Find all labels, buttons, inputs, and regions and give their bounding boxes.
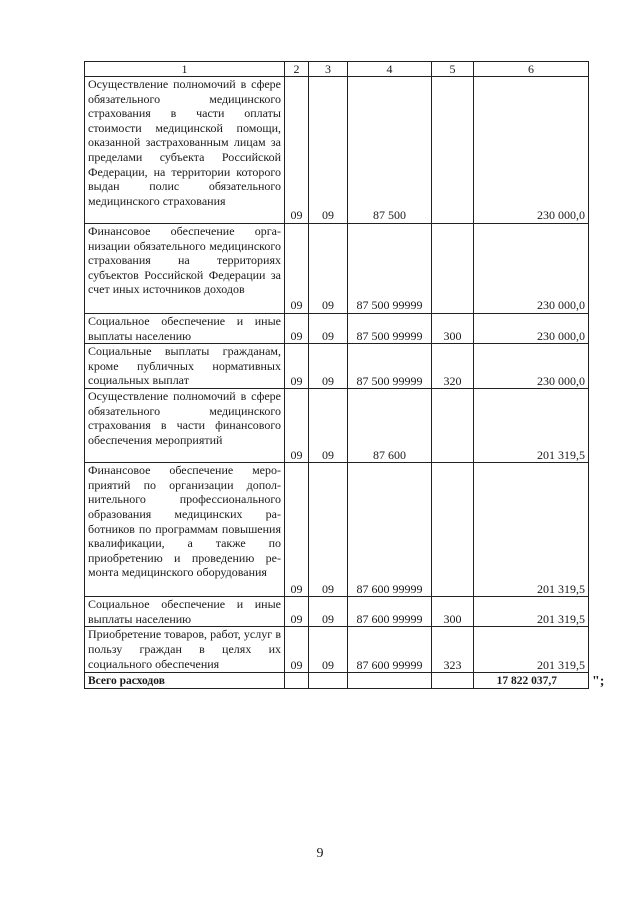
target-article-code: 87 600 99999	[348, 597, 432, 627]
target-article-code: 87 600	[348, 389, 432, 463]
target-article-code: 87 500 99999	[348, 344, 432, 389]
header-cell: 3	[309, 62, 348, 77]
expense-type-code	[432, 463, 474, 597]
amount: 201 319,5	[474, 463, 589, 597]
header-cell: 5	[432, 62, 474, 77]
empty-cell	[348, 673, 432, 689]
expense-name: Финансовое обеспечение организации обязательного медицинского страхования на территориях субъектов Российской Федерации за счет иных источников доходов	[85, 224, 285, 314]
subsection-code: 09	[309, 463, 348, 597]
section-code: 09	[285, 224, 309, 314]
expense-name: Осуществление полномочий в сфере обязательного медицинского страхования в части оплаты стоимости медицинской помощи, оказанной застрахованным лицам за пределами субъекта Российской Федерации, на территории которого выдан полис обязательного медицинского страхования	[85, 77, 285, 224]
target-article-code: 87 500 99999	[348, 224, 432, 314]
page-number: 9	[316, 846, 324, 861]
subsection-code: 09	[309, 627, 348, 673]
expense-type-code	[432, 224, 474, 314]
amount: 230 000,0	[474, 224, 589, 314]
table-row	[85, 597, 589, 627]
amount: 230 000,0	[474, 77, 589, 224]
header-cell: 2	[285, 62, 309, 77]
table-row	[85, 389, 589, 463]
total-amount: 17 822 037,7	[474, 673, 589, 689]
expense-name: Социальное обеспечение и иные выплаты населению	[85, 314, 285, 344]
subsection-code: 09	[309, 389, 348, 463]
table-row	[85, 224, 589, 314]
header-cell: 6	[474, 62, 589, 77]
expense-type-code	[432, 389, 474, 463]
amount: 201 319,5	[474, 627, 589, 673]
target-article-code: 87 500	[348, 77, 432, 224]
section-code: 09	[285, 344, 309, 389]
expense-type-code: 323	[432, 627, 474, 673]
subsection-code: 09	[309, 344, 348, 389]
section-code: 09	[285, 597, 309, 627]
target-article-code: 87 600 99999	[348, 627, 432, 673]
subsection-code: 09	[309, 597, 348, 627]
expense-name: Осуществление полномочий в сфере обязательного медицинского страхования в части финансового обеспечения мероприятий	[85, 389, 285, 463]
table-row	[85, 627, 589, 673]
expense-name: Социальное обеспечение и иные выплаты населению	[85, 597, 285, 627]
closing-quote-mark: ";	[592, 674, 605, 689]
expense-type-code: 320	[432, 344, 474, 389]
expense-name: Финансовое обеспечение мероприятий по организации дополнительного профессионального образования медицинских работников по программам повышения квалификации, а также по приобретению и проведению ремонта медицинского оборудования	[85, 463, 285, 597]
section-code: 09	[285, 314, 309, 344]
empty-cell	[285, 673, 309, 689]
total-label: Всего расходов	[85, 673, 285, 689]
table-row	[85, 463, 589, 597]
empty-cell	[309, 673, 348, 689]
section-code: 09	[285, 627, 309, 673]
empty-cell	[432, 673, 474, 689]
expense-type-code: 300	[432, 314, 474, 344]
budget-table	[84, 61, 589, 689]
header-cell: 1	[85, 62, 285, 77]
total-row	[85, 673, 589, 689]
subsection-code: 09	[309, 314, 348, 344]
expense-type-code: 300	[432, 597, 474, 627]
target-article-code: 87 500 99999	[348, 314, 432, 344]
amount: 230 000,0	[474, 344, 589, 389]
section-code: 09	[285, 463, 309, 597]
amount: 201 319,5	[474, 597, 589, 627]
section-code: 09	[285, 77, 309, 224]
expense-type-code	[432, 77, 474, 224]
table-row	[85, 344, 589, 389]
subsection-code: 09	[309, 224, 348, 314]
amount: 201 319,5	[474, 389, 589, 463]
subsection-code: 09	[309, 77, 348, 224]
target-article-code: 87 600 99999	[348, 463, 432, 597]
table-row	[85, 77, 589, 224]
table-row	[85, 314, 589, 344]
header-cell: 4	[348, 62, 432, 77]
table-header-row	[85, 62, 589, 77]
amount: 230 000,0	[474, 314, 589, 344]
expense-name: Социальные выплаты гражданам, кроме публичных нормативных социальных выплат	[85, 344, 285, 389]
section-code: 09	[285, 389, 309, 463]
expense-name: Приобретение товаров, работ, услуг в пользу граждан в целях их социального обеспечения	[85, 627, 285, 673]
